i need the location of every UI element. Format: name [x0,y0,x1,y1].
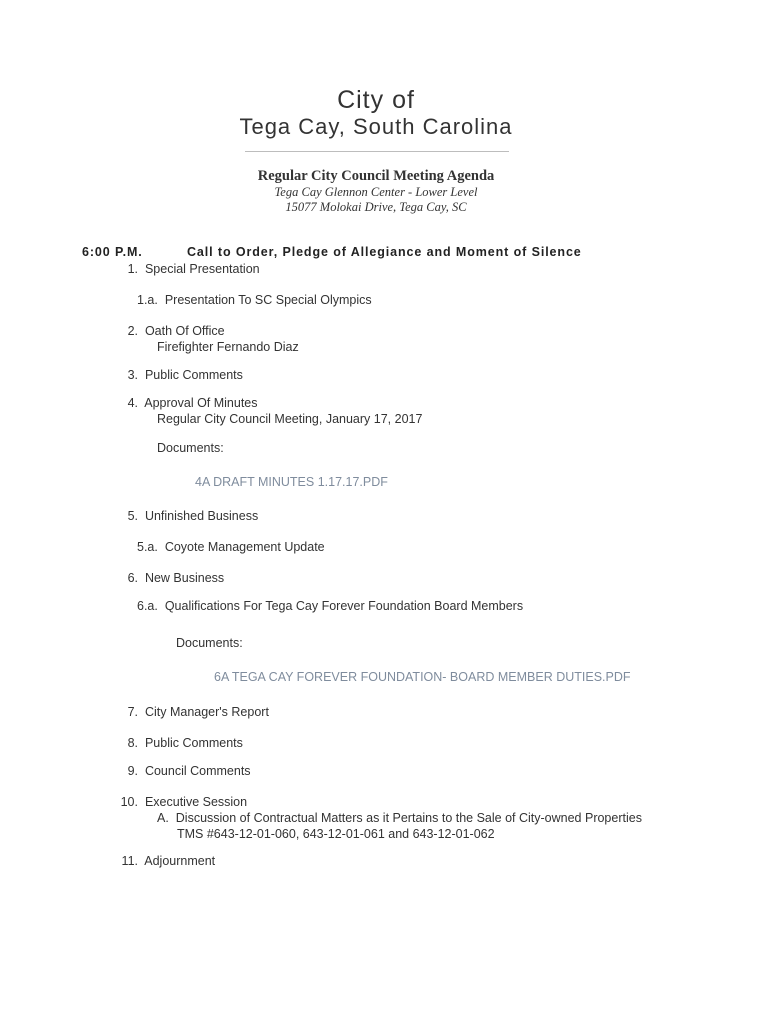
agenda-opening-row [82,245,582,259]
item-label: City Manager's Report [144,705,269,719]
item-label: Executive Session [144,795,248,809]
item-number: 3. [127,368,138,382]
agenda-item-2-detail: Firefighter Fernando Diaz [157,340,299,354]
item-label: Council Comments [144,764,251,778]
page-title-line2: Tega Cay, South Carolina [239,114,513,139]
meeting-title: Regular City Council Meeting Agenda [257,168,495,184]
agenda-item-5a [137,540,325,554]
opening-text: Call to Order, Pledge of Allegiance and Moment of Silence [187,245,582,259]
meeting-time: 6:00 P.M. [82,245,143,259]
item-label: Special Presentation [144,262,260,276]
item-label: Public Comments [144,368,243,382]
agenda-item-7 [110,705,269,719]
agenda-item-11 [110,854,215,868]
document-link-4a[interactable]: 4A DRAFT MINUTES 1.17.17.PDF [195,475,388,489]
item-number: 9. [127,764,138,778]
item-number: 1. [127,262,138,276]
item-label: Discussion of Contractual Matters as it Pertains to the Sale of City-owned Properties [175,811,642,825]
item-label: Adjournment [144,854,216,868]
item-number: 11. [121,854,138,868]
agenda-item-6a [137,599,523,613]
document-link-6a[interactable]: 6A TEGA CAY FOREVER FOUNDATION- BOARD MEMBER DUTIES.PDF [214,670,631,684]
meeting-address: 15077 Molokai Drive, Tega Cay, SC [285,200,467,214]
item-label: Presentation To SC Special Olympics [164,293,372,307]
item-label: Coyote Management Update [164,540,325,554]
documents-label: Documents: [176,636,243,650]
agenda-item-3 [110,368,243,382]
agenda-item-2 [110,324,225,338]
agenda-item-10-sub-detail: TMS #643-12-01-060, 643-12-01-061 and 643-12-01-062 [177,827,495,841]
item-number: 5. [127,509,138,523]
item-number: 8. [127,736,138,750]
item-label: Qualifications For Tega Cay Forever Foundation Board Members [164,599,524,613]
item-number: 5.a. [137,540,158,554]
item-number: 10. [120,795,138,809]
item-number: 1.a. [137,293,158,307]
agenda-item-4-detail: Regular City Council Meeting, January 17, 2017 [157,412,423,426]
agenda-item-10 [110,795,247,809]
item-label: Unfinished Business [144,509,259,523]
item-label: Oath Of Office [144,324,225,338]
item-label: New Business [144,571,225,585]
agenda-item-1a [137,293,372,307]
item-label: Public Comments [144,736,243,750]
item-number: A. [157,811,169,825]
agenda-item-6 [110,571,224,585]
item-label: Approval Of Minutes [144,396,258,410]
documents-label: Documents: [157,441,224,455]
agenda-item-5 [110,509,258,523]
agenda-item-9 [110,764,251,778]
agenda-item-4 [110,396,258,410]
title-divider [245,151,509,152]
meeting-venue: Tega Cay Glennon Center - Lower Level [274,185,478,199]
agenda-item-1 [110,262,260,276]
agenda-item-8 [110,736,243,750]
item-number: 2. [127,324,138,338]
agenda-item-10-sub [157,811,642,825]
item-number: 7. [127,705,138,719]
item-number: 4. [127,396,138,410]
page-title-line1: City of [337,86,415,114]
item-number: 6.a. [137,599,158,613]
item-number: 6. [127,571,138,585]
